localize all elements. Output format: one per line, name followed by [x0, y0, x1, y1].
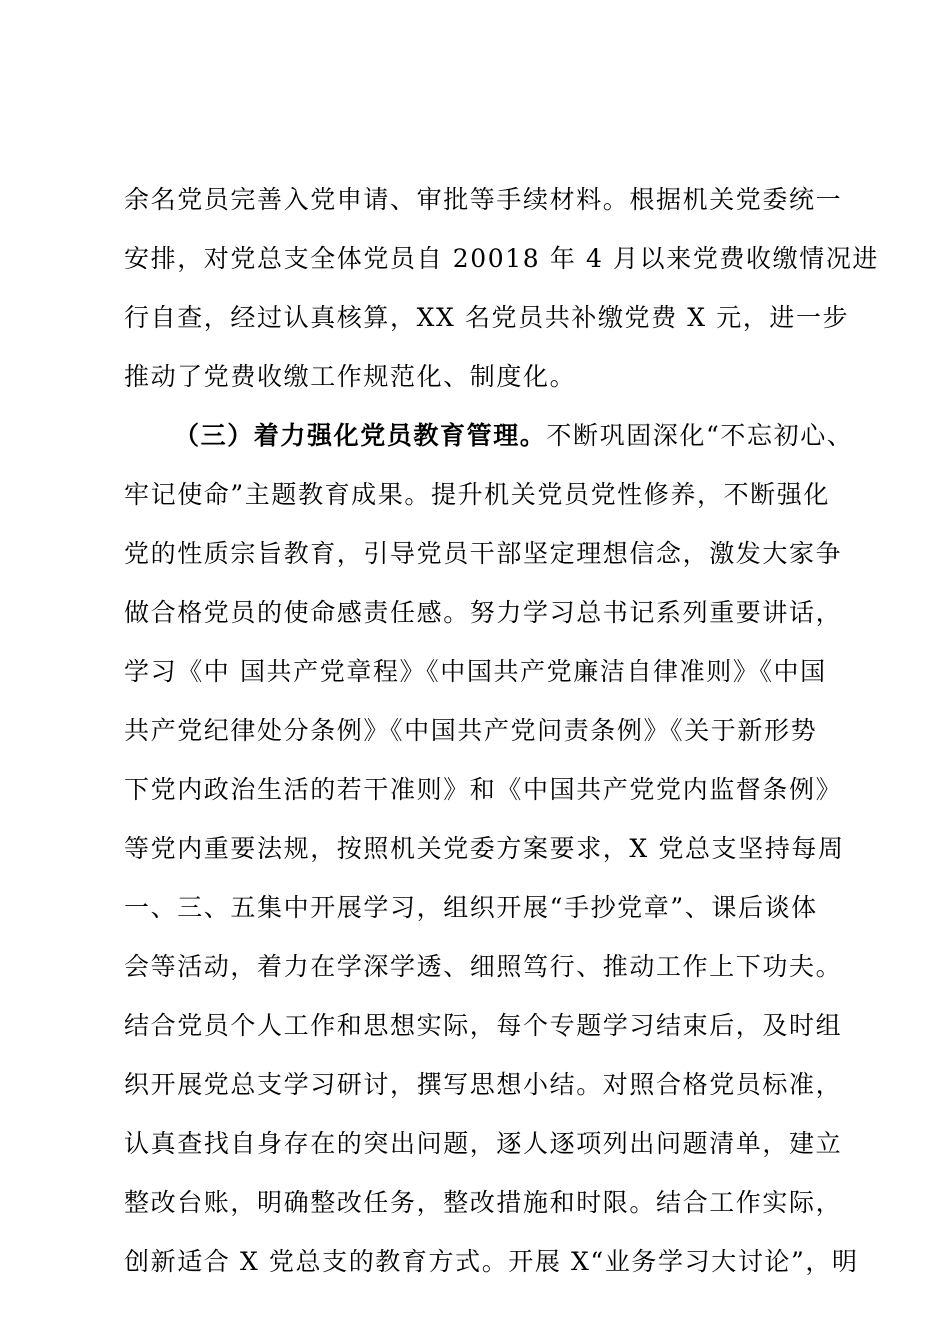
paragraph-line: 安排，对党总支全体党员自 20018 年 4 月以来党费收缴情况进	[124, 244, 880, 273]
paragraph-line: 党的性质宗旨教育，引导党员干部坚定理想信念，激发大家争	[124, 539, 843, 568]
paragraph-line: 整改台账，明确整改任务，整改措施和时限。结合工作实际，	[124, 1188, 843, 1217]
paragraph-line: 创新适合 X 党总支的教育方式。开展 X“业务学习大讨论”，明	[124, 1247, 859, 1276]
section-3-heading: （三）着力强化党员教育管理。	[174, 421, 547, 450]
paragraph-line: 下党内政治生活的若干准则》和《中国共产党党内监督条例》	[124, 775, 843, 804]
paragraph-line: 学习《中 国共产党章程》《中国共产党廉洁自律准则》《中国	[124, 657, 827, 686]
section-3-first-line-text: 不断巩固深化“不忘初心、	[546, 421, 854, 450]
paragraph-line: 牢记使命”主题教育成果。提升机关党员党性修养，不断强化	[124, 480, 830, 509]
paragraph-line: 做合格党员的使命感责任感。努力学习总书记系列重要讲话，	[124, 598, 843, 627]
paragraph-line: 行自查，经过认真核算，XX 名党员共补缴党费 X 元，进一步	[124, 303, 850, 332]
section-3-first-line	[174, 421, 853, 451]
paragraph-line: 认真查找自身存在的突出问题，逐人逐项列出问题清单，建立	[124, 1129, 843, 1158]
paragraph-line: 结合党员个人工作和思想实际，每个专题学习结束后，及时组	[124, 1011, 843, 1040]
paragraph-line: 推动了党费收缴工作规范化、制度化。	[124, 362, 577, 391]
paragraph-line: 余名党员完善入党申请、审批等手续材料。根据机关党委统一	[124, 185, 843, 214]
paragraph-line: 一、三、五集中开展学习，组织开展“手抄党章”、课后谈体	[124, 893, 818, 922]
paragraph-line: 会等活动，着力在学深学透、细照笃行、推动工作上下功夫。	[124, 952, 843, 981]
paragraph-line: 共产党纪律处分条例》《中国共产党问责条例》《关于新形势	[124, 716, 818, 745]
paragraph-line: 等党内重要法规，按照机关党委方案要求，X 党总支坚持每周	[124, 834, 845, 863]
paragraph-line: 织开展党总支学习研讨，撰写思想小结。对照合格党员标准，	[124, 1070, 843, 1099]
